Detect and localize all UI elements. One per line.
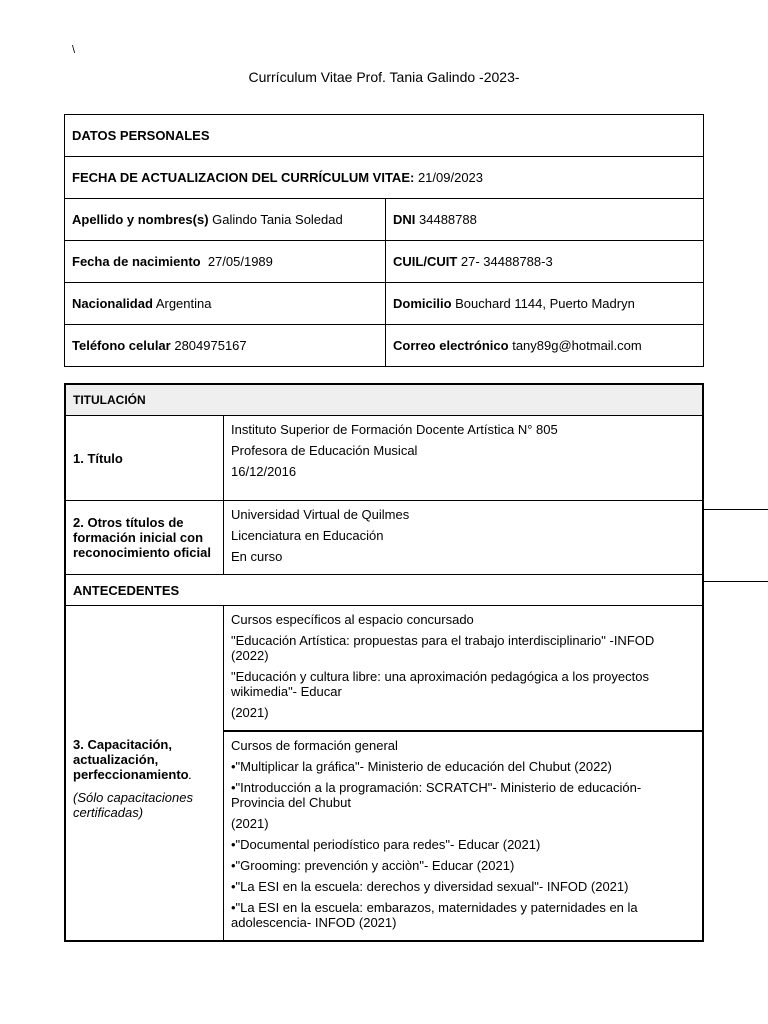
dni-label: DNI	[393, 212, 416, 227]
email-label: Correo electrónico	[393, 338, 509, 353]
course-line: •"Grooming: prevención y acciòn"- Educar (2021)	[231, 858, 515, 873]
stray-backslash: \	[72, 44, 76, 56]
nationality-label: Nacionalidad	[72, 296, 153, 311]
titulacion-header: TITULACIÓN	[65, 384, 703, 416]
titulo-line: Profesora de Educación Musical	[231, 443, 418, 458]
otros-line: Licenciatura en Educación	[231, 528, 384, 543]
email-value: tany89g@hotmail.com	[508, 338, 642, 353]
phone-label: Teléfono celular	[72, 338, 171, 353]
antecedentes-header: ANTECEDENTES	[65, 575, 703, 606]
course-line: (2021)	[231, 816, 269, 831]
cuil-label: CUIL/CUIT	[393, 254, 458, 269]
dni-cell	[386, 199, 704, 241]
birth-label: Fecha de nacimiento	[72, 254, 201, 269]
course-line: Cursos de formación general	[231, 738, 398, 753]
cuil-value: 27- 34488788-3	[457, 254, 553, 269]
course-line: (2021)	[231, 705, 269, 720]
extended-rule	[704, 581, 768, 582]
nationality-value: Argentina	[152, 296, 212, 311]
otros-line: Universidad Virtual de Quilmes	[231, 507, 410, 522]
specific-courses	[224, 606, 704, 732]
personal-data-table	[64, 114, 704, 367]
qualifications-table	[64, 383, 704, 942]
course-line: •"Documental periodístico para redes"- Educar (2021)	[231, 837, 541, 852]
address-label: Domicilio	[393, 296, 452, 311]
cuil-cell	[386, 241, 704, 283]
phone-cell	[65, 325, 386, 367]
email-cell	[386, 325, 704, 367]
capacitacion-label: 3. Capacitación, actualización, perfeccionamiento	[73, 736, 189, 782]
general-courses	[224, 731, 704, 941]
course-line: "Educación Artística: propuestas para el trabajo interdisciplinario" -INFOD (2022)	[231, 633, 655, 663]
course-line: •"La ESI en la escuela: derechos y diversidad sexual"- INFOD (2021)	[231, 879, 629, 894]
otros-line: En curso	[231, 549, 283, 564]
capacitacion-note: (Sólo capacitaciones certificadas)	[73, 789, 193, 820]
name-value: Galindo Tania Soledad	[208, 212, 343, 227]
capacitacion-label-cell	[65, 606, 224, 942]
birth-value: 27/05/1989	[200, 254, 273, 269]
dni-value: 34488788	[415, 212, 477, 227]
nationality-cell	[65, 283, 386, 325]
name-label: Apellido y nombres(s)	[72, 212, 209, 227]
name-cell	[65, 199, 386, 241]
phone-value: 2804975167	[170, 338, 247, 353]
update-value: 21/09/2023	[414, 170, 484, 185]
capacitacion-dot: .	[188, 766, 193, 782]
titulo-line: 16/12/2016	[231, 464, 297, 479]
course-line: •"La ESI en la escuela: embarazos, maternidades y paternidades en la adolescencia- INFOD (2021)	[231, 900, 638, 930]
address-cell	[386, 283, 704, 325]
titulo-line: Instituto Superior de Formación Docente Artística N° 805	[231, 422, 558, 437]
titulo-details	[224, 416, 704, 501]
update-row	[65, 157, 704, 199]
personal-header: DATOS PERSONALES	[65, 115, 704, 157]
extended-rule	[704, 509, 768, 510]
birth-cell	[65, 241, 386, 283]
course-line: Cursos específicos al espacio concursado	[231, 612, 474, 627]
document-title: Currículum Vitae Prof. Tania Galindo -2023-	[248, 69, 520, 85]
otros-titulos-label: 2. Otros títulos de formación inicial con reconocimiento oficial	[65, 501, 224, 575]
titulo-label: 1. Título	[65, 416, 224, 501]
address-value: Bouchard 1144, Puerto Madryn	[451, 296, 635, 311]
update-label: FECHA DE ACTUALIZACION DEL CURRÍCULUM VITAE:	[72, 170, 415, 185]
course-line: •"Multiplicar la gráfica"- Ministerio de educación del Chubut (2022)	[231, 759, 612, 774]
otros-titulos-details	[224, 501, 704, 575]
course-line: •"Introducción a la programación: SCRATCH"- Ministerio de educación- Provincia del Chubut	[231, 780, 642, 810]
course-line: "Educación y cultura libre: una aproximación pedagógica a los proyectos wikimedia"- Educar	[231, 669, 649, 699]
